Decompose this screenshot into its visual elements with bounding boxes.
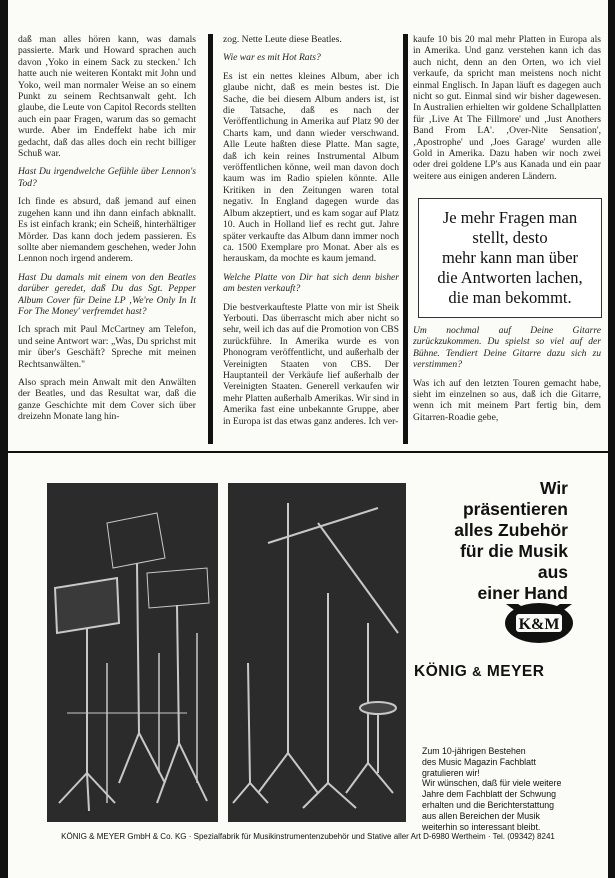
interview-question: Hast Du irgendwelche Gefühle über Lennon's Tod? <box>18 166 196 189</box>
greeting-line: weiterhin so interessant bleibt. <box>422 821 541 832</box>
column-divider <box>403 34 408 444</box>
music-stands-photo <box>47 483 218 822</box>
article-column-2 <box>223 34 399 442</box>
magazine-page <box>8 0 608 878</box>
interview-question: Um nochmal auf Deine Gitarre zurückzukommen. Du spielst so viel auf der Bühne. Tendiert Deine Gitarre dazu sich zu verstimmen? <box>413 325 601 371</box>
greeting-line: des Music Magazin Fachblatt <box>422 756 536 767</box>
ad-headline-line: präsentieren <box>462 499 568 519</box>
brand-amp: & <box>472 664 483 679</box>
logo-text: K&M <box>518 616 560 633</box>
greeting-line: aus allen Bereichen der Musik <box>422 810 540 821</box>
interview-question: Welche Platte von Dir hat sich denn bisher am besten verkauft? <box>223 271 399 295</box>
ad-headline-line: Wir <box>539 478 568 498</box>
congratulation-text <box>422 746 602 832</box>
brand-name <box>414 663 544 681</box>
column-divider <box>208 34 213 444</box>
brand-left: KÖNIG <box>414 663 468 680</box>
company-footer: KÖNIG & MEYER GmbH & Co. KG · Spezialfabrik für Musikinstrumentenzubehör und Stative aller Art D-6980 Wertheim · Tel. (09342) 8241 <box>61 832 555 841</box>
interview-answer: Ich finde es absurd, daß jemand auf einen zugehen kann und ihn dann einfach abknallt. Es ist einfach krank; ein Scheiß, hinterhältiger Mörder. Das kann doch jedem passieren. Es sollte aber niemandem geschehen, weder John Lennon noch irgend anderem. <box>18 196 196 265</box>
pull-quote-line: die man bekommt. <box>448 288 572 307</box>
pull-quote-line: die Antworten lachen, <box>437 268 583 287</box>
ad-headline <box>378 478 568 604</box>
pull-quote-line: mehr kann man über <box>441 248 579 267</box>
ad-headline-line: für die Musik <box>460 541 568 561</box>
article-column-3-bottom <box>413 325 601 445</box>
interview-question: Wie war es mit Hot Rats? <box>223 52 321 64</box>
ad-headline-line: alles Zubehör <box>454 520 568 540</box>
greeting-line: erhalten und die Berichterstattung <box>422 799 555 810</box>
article-column-3-top <box>413 34 601 194</box>
interview-answer: zog. Nette Leute diese Beatles. <box>223 34 342 45</box>
greeting-line: Zum 10-jährigen Bestehen <box>422 746 526 756</box>
greeting-line: gratulieren wir! <box>422 767 480 778</box>
interview-answer: Die bestverkaufteste Platte von mir ist Sheik Yerbouti. Das überrascht mich aber nicht so sehr, weil ich das auf die Promotion von CBS zurückführe. In Amerika wurde es von Phonogram veröffentlicht, und außerhalb der Vereinigten Staaten von CBS. Der Hauptanteil der Verkäufe lief außerhalb der Vereinigten Staaten. Generell verkaufen wir mehr Platten außerhalb Amerikas. Wir sind in Amerika fast eine unbekannte Gruppe, aber in Europa ist das etwas ganz anderes. Ich ver- <box>223 301 399 427</box>
interview-answer: Was ich auf den letzten Touren gemacht habe, sieht im einzelnen so aus, daß ich die Gitarre, wenn ich mit meinem Part fertig bin, dem Gitarren-Roadie gebe, <box>413 377 601 423</box>
interview-question: Hast Du damals mit einem von den Beatles darüber geredet, daß Du das Sgt. Pepper Album Cover für Deine LP ‚We're Only In It For The Money' verfremdet hast? <box>18 271 196 317</box>
km-logo <box>504 598 574 648</box>
ad-headline-line: einer Hand <box>477 583 568 603</box>
greeting-line: Jahre dem Fachblatt der Schwung <box>422 789 556 800</box>
pull-quote <box>418 198 602 318</box>
pull-quote-line: Je mehr Fragen man <box>442 208 578 227</box>
brand-right: MEYER <box>486 663 545 680</box>
greeting-line: Wir wünschen, daß für viele weitere <box>422 778 562 789</box>
interview-answer: Es ist ein nettes kleines Album, aber ich glaube nicht, daß es mein bestes ist. Die Sache, die bei diesem Album anders ist, ist die Tatsache, daß es nach der Veröffentlichung in Amerika auf Platz 90 der Charts kam, und dann wieder verschwand. Alle Leute haßten diese Platte. Man sagte, daß ich kein reines Instrumental Album veröffentlichen könne, weil man davon doch kaum was im Radio spielen könnte. Alle Kritiken in den Zeitungen waren total negativ. In England dagegen wurde das Album akzeptiert, und es kam sogar auf Platz 10. Auch in Holland lief es recht gut. Jahre später verkaufte das Album dann immer noch ca. 1500 Exemplare pro Monat. Aber als es herauskam, da mochte es kaum jemand. <box>223 70 399 265</box>
interview-answer: Ich sprach mit Paul McCartney am Telefon, und seine Antwort war: „Was, Du sprichst mit mir über's Geschäft? Spreche mit meinen Rechtsanwälten." <box>18 324 196 370</box>
article-column-1 <box>18 34 196 442</box>
interview-answer: Also sprach mein Anwalt mit den Anwälten der Beatles, und das Resultat war, daß die ganze Geschichte mit dem Cover sich über dreizehn Monate lang hin- <box>18 376 196 423</box>
interview-answer: daß man alles hören kann, was damals passierte. Mark und Howard sprachen auch davon ,Yoko in einem Sack zu stecken.' Ich hatte auch nie weiteren Kontakt mit John und Yoko, weil man normaler Weise an so einem Punkt zu seinem Rechtsanwalt geht. Ich glaube, die Leute von Capitol Records stellten auch ein paar Fragen, warum das so gemacht wurde. Aber im Endeffekt habe ich mir gedacht, daß das alles doch ein recht billiger Schuß war. <box>18 34 196 160</box>
pull-quote-line: stellt, desto <box>472 228 548 247</box>
interview-answer: kaufe 10 bis 20 mal mehr Platten in Europa als in Amerika. Und ganz verstehen kann ich das auch nicht, denn an den Orten, wo ich viel verkaufe, da spricht man meistens noch nicht einmal Englisch. In Japan läuft es dagegen auch nicht so gut. Einmal sind wir bisher dagewesen. In Australien erhielten wir goldene Schallplatten für ‚Live At The Fillmore' und ‚Just Anothers Band From LA'. ‚Over-Nite Sensation', ‚Apostrophe' und ‚Joes Garage' wurden alle Gold in Amerika. Dazu haben wir noch zwei oder drei goldene LP's aus Kanada und ein paar weitere aus einigen anderen Ländern. <box>413 34 601 182</box>
ad-headline-line: aus <box>537 562 568 582</box>
section-divider <box>8 451 608 453</box>
